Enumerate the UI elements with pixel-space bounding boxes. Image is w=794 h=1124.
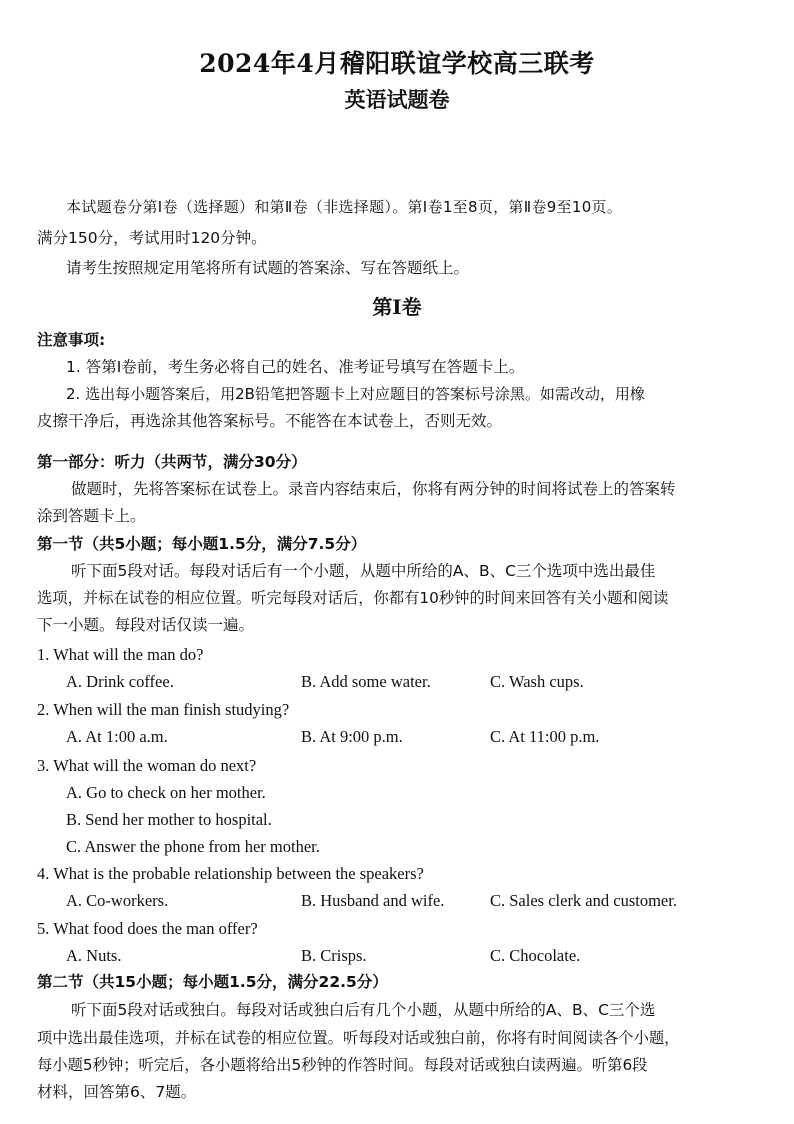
section2-desc-line-4: 材料，回答第6、7题。: [37, 1083, 197, 1101]
question-1-option-a: A. Drink coffee.: [66, 672, 174, 691]
question-1-option-c: C. Wash cups.: [490, 672, 584, 691]
section1-desc-line-2: 选项，并标在试卷的相应位置。听完每段对话后，你都有10秒钟的时间来回答有关小题和阅读: [37, 589, 669, 607]
intro-line-3: 请考生按照规定用笔将所有试题的答案涂、写在答题纸上。: [66, 259, 470, 277]
notes-item-1: 1. 答第Ⅰ卷前，考生务必将自己的姓名、准考证号填写在答题卡上。: [66, 358, 525, 376]
notes-item-2-line-1: 2. 选出每小题答案后，用2B铅笔把答题卡上对应题目的答案标号涂黑。如需改动，用橡: [66, 385, 645, 403]
question-3-stem: 3. What will the woman do next?: [37, 756, 257, 775]
section1-desc-line-3: 下一小题。每段对话仅读一遍。: [37, 616, 255, 634]
section2-desc-line-2: 项中选出最佳选项，并标在试卷的相应位置。听每段对话或独白前，你将有时间阅读各个小题，: [37, 1029, 680, 1047]
question-2-option-b: B. At 9:00 p.m.: [301, 727, 403, 746]
section2-desc-line-3: 每小题5秒钟；听完后，各小题将给出5秒钟的作答时间。每段对话或独白读两遍。听第6段: [37, 1056, 648, 1074]
volume-title: 第Ⅰ卷: [372, 295, 422, 319]
question-2-stem: 2. When will the man finish studying?: [37, 700, 290, 719]
section1-desc-line-1: 听下面5段对话。每段对话后有一个小题，从题中所给的A、B、C三个选项中选出最佳: [71, 562, 656, 580]
section2-heading: 第二节（共15小题；每小题1.5分，满分22.5分）: [37, 973, 388, 991]
question-1-stem: 1. What will the man do?: [37, 645, 204, 664]
question-5-stem: 5. What food does the man offer?: [37, 919, 258, 938]
question-4-option-a: A. Co-workers.: [66, 891, 169, 910]
exam-subtitle: 英语试题卷: [344, 87, 450, 112]
section2-desc-line-1: 听下面5段对话或独白。每段对话或独白后有几个小题，从题中所给的A、B、C三个选: [71, 1001, 656, 1019]
question-5-option-c: C. Chocolate.: [490, 946, 581, 965]
question-2-option-a: A. At 1:00 a.m.: [66, 727, 168, 746]
part1-desc-line-1: 做题时，先将答案标在试卷上。录音内容结束后，你将有两分钟的时间将试卷上的答案转: [71, 480, 676, 498]
question-5-option-a: A. Nuts.: [66, 946, 122, 965]
notes-heading: 注意事项:: [37, 331, 106, 349]
question-2-option-c: C. At 11:00 p.m.: [490, 727, 600, 746]
intro-line-2: 满分150分，考试用时120分钟。: [37, 229, 267, 247]
notes-item-2-line-2: 皮擦干净后，再选涂其他答案标号。不能答在本试卷上，否则无效。: [37, 412, 503, 430]
question-3-option-b: B. Send her mother to hospital.: [66, 810, 272, 829]
question-3-option-c: C. Answer the phone from her mother.: [66, 837, 320, 856]
section1-heading: 第一节（共5小题；每小题1.5分，满分7.5分）: [37, 535, 367, 553]
question-4-option-b: B. Husband and wife.: [301, 891, 445, 910]
part1-heading: 第一部分：听力（共两节，满分30分）: [37, 453, 307, 471]
exam-title: 2024年4月稽阳联谊学校高三联考: [199, 49, 595, 78]
intro-line-1: 本试题卷分第Ⅰ卷（选择题）和第Ⅱ卷（非选择题）。第Ⅰ卷1至8页，第Ⅱ卷9至10页。: [66, 198, 623, 216]
question-3-option-a: A. Go to check on her mother.: [66, 783, 266, 802]
question-4-stem: 4. What is the probable relationship between the speakers?: [37, 864, 424, 883]
part1-desc-line-2: 涂到答题卡上。: [37, 507, 146, 525]
question-5-option-b: B. Crisps.: [301, 946, 367, 965]
question-1-option-b: B. Add some water.: [301, 672, 431, 691]
question-4-option-c: C. Sales clerk and customer.: [490, 891, 677, 910]
